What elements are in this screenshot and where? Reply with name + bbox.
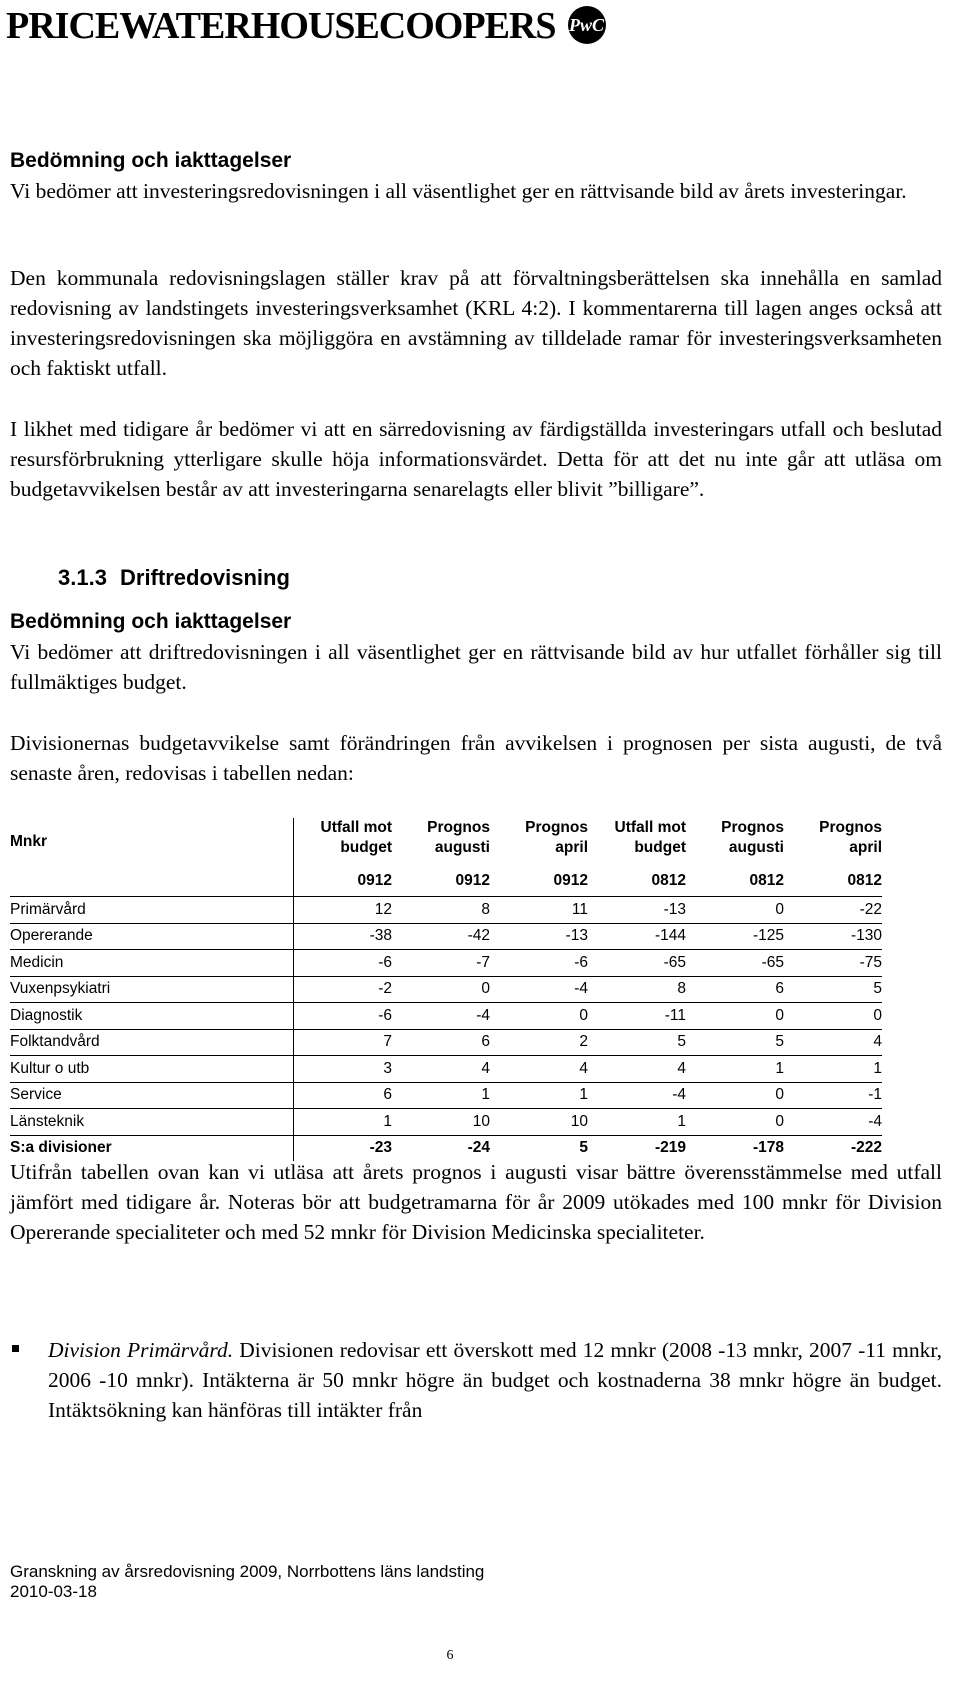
table-row: [10, 1029, 882, 1056]
value-cell: 7: [294, 1029, 393, 1056]
year-cell: 0812: [784, 866, 882, 897]
division-name: Kultur o utb: [10, 1056, 294, 1083]
value-cell: -4: [588, 1082, 686, 1109]
value-cell: 4: [588, 1056, 686, 1083]
column-header: Prognos april: [525, 819, 588, 856]
logo-mark-icon: PwC: [568, 6, 606, 44]
division-name: S:a divisioner: [10, 1135, 294, 1161]
table-row: [10, 923, 882, 950]
bullet-paragraph: [48, 1335, 942, 1425]
analysis-text: Utifrån tabellen ovan kan vi utläsa att årets prognos i augusti visar bättre överensstämmelse med utfall jämfört med tidigare år. Noteras bör att budgetramarna för år 2009 utökades med 100 mnkr för Division Opererande specialiteter och med 52 mnkr för Division Medicinska specialiteter.: [10, 1160, 942, 1244]
division-name: Service: [10, 1082, 294, 1109]
table-row: [10, 950, 882, 977]
value-cell: -13: [490, 923, 588, 950]
value-cell: 1: [294, 1109, 393, 1136]
value-cell: 0: [686, 897, 784, 924]
table-year-row: [10, 866, 882, 897]
value-cell: 4: [392, 1056, 490, 1083]
legal-text: Den kommunala redovisningslagen ställer krav på att förvaltningsberättelsen ska innehålla en samlad redovisning av landstingets investeringsverksamhet (KRL 4:2). I kommentarerna till lagen anges också att investeringsredovisningen ska möjliggöra en avstämning av tilldelade ramar för investeringsverksamheten och faktiskt utfall.: [10, 266, 942, 380]
value-cell: 4: [784, 1029, 882, 1056]
value-cell: 10: [392, 1109, 490, 1136]
table-row: [10, 1082, 882, 1109]
value-cell: -125: [686, 923, 784, 950]
value-cell: -22: [784, 897, 882, 924]
value-cell: 5: [588, 1029, 686, 1056]
column-header: Prognos augusti: [721, 819, 784, 856]
column-header: Prognos augusti: [427, 819, 490, 856]
assessment-heading: Bedömning och iakttagelser: [10, 149, 292, 172]
value-cell: -222: [850, 1139, 882, 1157]
column-header: Prognos april: [819, 819, 882, 856]
value-cell: -6: [294, 1003, 393, 1030]
table-header-row: [10, 818, 882, 866]
value-cell: 10: [490, 1109, 588, 1136]
value-cell: -6: [294, 950, 393, 977]
bullet-square-icon: [12, 1345, 19, 1352]
value-cell: -130: [784, 923, 882, 950]
value-cell: 1: [588, 1109, 686, 1136]
value-cell: -13: [588, 897, 686, 924]
value-cell: -7: [392, 950, 490, 977]
value-cell: -42: [392, 923, 490, 950]
assessment-heading-2: Bedömning och iakttagelser: [10, 610, 292, 633]
bullet-body: Divisionen redovisar ett överskott med 12 mnkr (2008 -13 mnkr, 2007 -11 mnkr, 2006 -10 mnkr). Intäkterna är 50 mnkr högre än budget och kostnaderna 38 mnkr högre än budget. Intäktsökning kan hänföras till intäkter från: [48, 1338, 942, 1422]
value-cell: 3: [294, 1056, 393, 1083]
division-name: Vuxenpsykiatri: [10, 976, 294, 1003]
value-cell: 8: [392, 897, 490, 924]
recommendation-paragraph: [10, 414, 942, 504]
value-cell: -219: [654, 1139, 686, 1157]
section-title: Driftredovisning: [120, 565, 290, 590]
value-cell: 5: [686, 1029, 784, 1056]
year-cell: 0912: [392, 866, 490, 897]
column-header: Utfall mot budget: [614, 819, 686, 856]
table-intro: [10, 728, 942, 788]
value-cell: 1: [392, 1082, 490, 1109]
page-footer: [10, 1562, 484, 1602]
footer-date: 2010-03-18: [10, 1582, 97, 1601]
value-cell: -4: [490, 976, 588, 1003]
division-name: Folktandvård: [10, 1029, 294, 1056]
value-cell: 6: [392, 1029, 490, 1056]
value-cell: 5: [784, 976, 882, 1003]
value-cell: 8: [588, 976, 686, 1003]
value-cell: 0: [686, 1082, 784, 1109]
value-cell: 1: [686, 1056, 784, 1083]
investment-conclusion: Vi bedömer att investeringsredovisningen i all väsentlighet ger en rättvisande bild av årets investeringar.: [10, 179, 907, 203]
value-cell: 2: [490, 1029, 588, 1056]
value-cell: -23: [369, 1139, 392, 1157]
table-intro-text: Divisionernas budgetavvikelse samt förändringen från avvikelsen i prognosen per sista augusti, de två senaste åren, redovisas i tabellen nedan:: [10, 731, 942, 785]
logo-wordmark: PRICEWATERHOUSECOOPERS: [6, 5, 556, 47]
value-cell: 5: [579, 1139, 588, 1157]
operating-conclusion: Vi bedömer att driftredovisningen i all väsentlighet ger en rättvisande bild av hur utfallet förhåller sig till fullmäktiges budget.: [10, 640, 942, 694]
division-bullet: [10, 1335, 942, 1425]
value-cell: -11: [588, 1003, 686, 1030]
value-cell: 0: [490, 1003, 588, 1030]
value-cell: -38: [294, 923, 393, 950]
table-row: [10, 976, 882, 1003]
value-cell: -1: [784, 1082, 882, 1109]
section-heading: [58, 565, 290, 591]
value-cell: 6: [686, 976, 784, 1003]
division-name: Opererande: [10, 923, 294, 950]
company-logo: [6, 2, 606, 50]
value-cell: -24: [467, 1139, 490, 1157]
footer-report-title: Granskning av årsredovisning 2009, Norrbottens läns landsting: [10, 1562, 485, 1581]
section-number: 3.1.3: [58, 565, 107, 590]
table-row: [10, 1056, 882, 1083]
value-cell: -65: [686, 950, 784, 977]
year-cell: 0912: [490, 866, 588, 897]
value-cell: -75: [784, 950, 882, 977]
value-cell: -2: [294, 976, 393, 1003]
value-cell: 4: [490, 1056, 588, 1083]
value-cell: -178: [752, 1139, 784, 1157]
division-name: Länsteknik: [10, 1109, 294, 1136]
division-name: Primärvård: [10, 897, 294, 924]
value-cell: -144: [588, 923, 686, 950]
value-cell: -4: [784, 1109, 882, 1136]
unit-header: Mnkr: [10, 818, 294, 866]
value-cell: 0: [392, 976, 490, 1003]
budget-deviation-table: [10, 818, 882, 1161]
value-cell: 6: [294, 1082, 393, 1109]
page-number: 6: [446, 1648, 454, 1663]
value-cell: 0: [784, 1003, 882, 1030]
value-cell: 11: [490, 897, 588, 924]
value-cell: 1: [784, 1056, 882, 1083]
year-cell: 0812: [588, 866, 686, 897]
year-cell: 0912: [294, 866, 393, 897]
column-header: Utfall mot budget: [320, 819, 392, 856]
division-name: Diagnostik: [10, 1003, 294, 1030]
value-cell: -6: [490, 950, 588, 977]
bullet-label: Division Primärvård.: [48, 1338, 234, 1362]
operating-assessment: [10, 607, 942, 697]
year-cell: 0812: [686, 866, 784, 897]
value-cell: -4: [392, 1003, 490, 1030]
value-cell: 1: [490, 1082, 588, 1109]
value-cell: 0: [686, 1109, 784, 1136]
table-row: [10, 897, 882, 924]
legal-paragraph: [10, 263, 942, 383]
value-cell: -65: [588, 950, 686, 977]
division-name: Medicin: [10, 950, 294, 977]
value-cell: 0: [686, 1003, 784, 1030]
analysis-paragraph: [10, 1157, 942, 1247]
table-row: [10, 1003, 882, 1030]
investment-assessment: [10, 146, 942, 206]
value-cell: 12: [294, 897, 393, 924]
table-row: [10, 1109, 882, 1136]
recommendation-text: I likhet med tidigare år bedömer vi att en särredovisning av färdigställda investeringars utfall och beslutad resursförbrukning ytterligare skulle höja informationsvärdet. Detta för att det nu inte går att utläsa om budgetavvikelsen består av att investeringarna senarelagts eller blivit ”billigare”.: [10, 417, 942, 501]
